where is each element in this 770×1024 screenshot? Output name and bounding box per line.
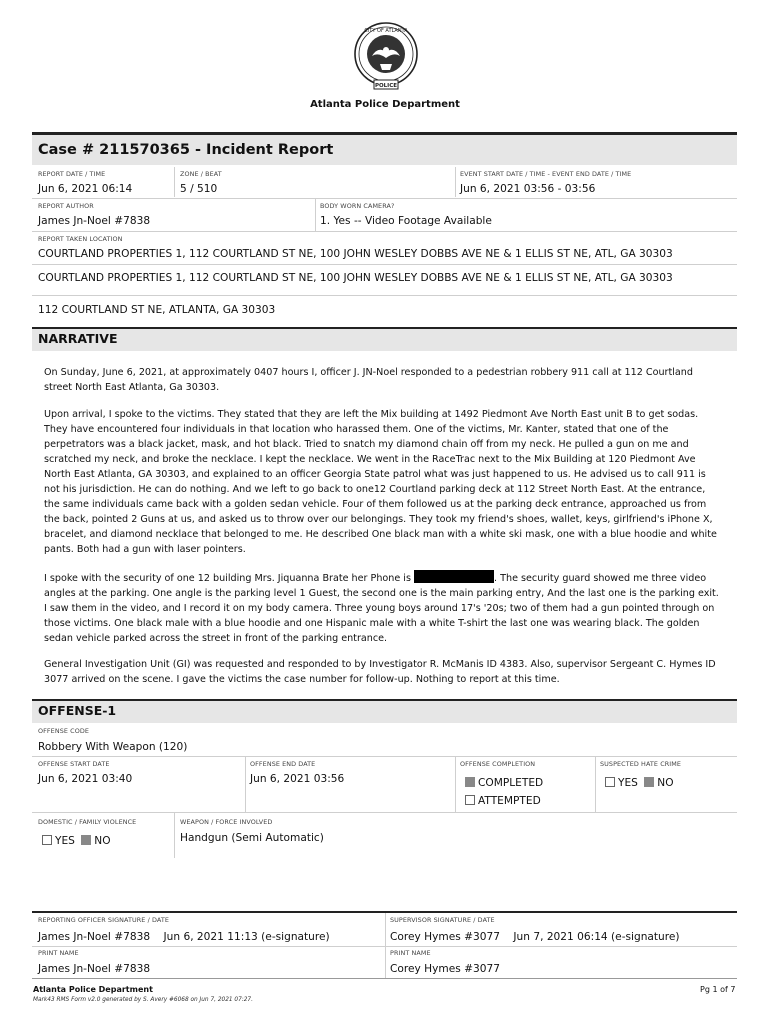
domestic-violence-label: DOMESTIC / FAMILY VIOLENCE xyxy=(38,818,137,826)
narrative-line: On Sunday, June 6, 2021, at approximately 0407 hours I, officer J. JN-Noel responded to a pedestrian robbery 911 call at 112 Courtland xyxy=(44,367,693,378)
footer-generated-note: Mark43 RMS Form v2.0 generated by S. Avery #6068 on Jun 7, 2021 07:27. xyxy=(33,997,253,1003)
officer-print-name-label: PRINT NAME xyxy=(38,949,79,957)
checkbox-unchecked[interactable] xyxy=(605,777,615,787)
event-dates-label: EVENT START DATE / TIME - EVENT END DATE / TIME xyxy=(460,170,632,178)
completion-option-completed[interactable] xyxy=(465,777,543,789)
option-label: YES xyxy=(618,777,638,789)
narrative-line: Upon arrival, I spoke to the victims. They stated that they are left the Mix building at 1492 Piedmont Ave North East unit B to get sodas. xyxy=(44,409,699,420)
narrative-line: the same individuals came back with a golden sedan vehicle. Four of them followed us at the parking deck entrance, approached us from xyxy=(44,499,707,510)
narrative-line: street North East Atlanta, Ga 30303. xyxy=(44,382,220,393)
offense-end-label: OFFENSE END DATE xyxy=(250,760,316,768)
narrative-line: bracelet, and diamond necklace that belonged to me. He described One black man with a white ski mask, one with a blue hoodie and white xyxy=(44,529,717,540)
footer-department: Atlanta Police Department xyxy=(33,985,153,994)
option-label: ATTEMPTED xyxy=(478,795,541,807)
divider xyxy=(32,978,737,979)
narrative-paragraph xyxy=(44,365,734,395)
zone-beat-value: 5 / 510 xyxy=(180,183,218,195)
offense-code-value: Robbery With Weapon (120) xyxy=(38,741,188,753)
narrative-line: 3077 arrived on the scene. I gave the victims the case number for follow-up. Nothing to report at this time. xyxy=(44,674,560,685)
narrative-line: They have encountered four individuals in that location who harassed them. One of the victims, Mr. Kanter, stated that one of the xyxy=(44,424,669,435)
weapon-value: Handgun (Semi Automatic) xyxy=(180,832,324,844)
zone-beat-label: ZONE / BEAT xyxy=(180,170,222,178)
offense-completion-label: OFFENSE COMPLETION xyxy=(460,760,536,768)
narrative-line: those victims. One black male with a blue hoodie and one Hispanic male with a white T-shirt the last one was wearing black. The golden xyxy=(44,618,700,629)
divider xyxy=(32,198,737,199)
divider xyxy=(32,812,737,813)
divider xyxy=(174,813,175,858)
narrative-line: pants. Both had a gun with laser pointers. xyxy=(44,544,246,555)
department-header: Atlanta Police Department xyxy=(310,99,460,110)
body-camera-value: 1. Yes -- Video Footage Available xyxy=(320,215,492,227)
supervisor-print-name-value: Corey Hymes #3077 xyxy=(390,963,500,975)
location-label: REPORT TAKEN LOCATION xyxy=(38,235,123,243)
page-number: Pg 1 of 7 xyxy=(700,985,736,994)
divider xyxy=(32,295,737,296)
divider xyxy=(595,757,596,812)
body-camera-label: BODY WORN CAMERA? xyxy=(320,202,395,210)
narrative-title: NARRATIVE xyxy=(38,331,118,346)
checkbox-checked[interactable] xyxy=(81,835,91,845)
report-date-value: Jun 6, 2021 06:14 xyxy=(38,183,133,195)
divider xyxy=(174,167,175,197)
divider xyxy=(315,199,316,231)
seal-text-bottom: POLICE xyxy=(374,83,398,89)
narrative-line: perpetrators was a black jacket, mask, and hot black. Tried to snatch my diamond chain off from my neck. He pulled a gun on me and xyxy=(44,439,689,450)
divider xyxy=(455,757,456,812)
narrative-line: the back, pointed 2 Guns at us, and asked us to throw over our belongings. They took my friend's shoes, wallet, keys, girlfriend's iPhone X, xyxy=(44,514,713,525)
checkbox-checked[interactable] xyxy=(465,777,475,787)
officer-signature-label: REPORTING OFFICER SIGNATURE / DATE xyxy=(38,916,169,924)
location-line: 112 COURTLAND ST NE, ATLANTA, GA 30303 xyxy=(38,304,276,316)
offense-start-label: OFFENSE START DATE xyxy=(38,760,110,768)
narrative-line: North East Atlanta, GA 30303, and explained to an officer Georgia State patrol what was just happened to us. He advised us to call 911 is xyxy=(44,469,706,480)
supervisor-print-name-label: PRINT NAME xyxy=(390,949,431,957)
domestic-violence-options xyxy=(42,835,111,847)
offense-end-value: Jun 6, 2021 03:56 xyxy=(250,773,345,785)
narrative-paragraph xyxy=(44,657,734,687)
narrative-line: scratched my neck, and broke the necklace. I kept the necklace. We went in the RaceTrac next to the Mix Building at 120 Piedmont Ave xyxy=(44,454,696,465)
option-label: YES xyxy=(55,835,75,847)
narrative-line xyxy=(44,570,734,586)
offense-section-band xyxy=(32,699,737,723)
checkbox-unchecked[interactable] xyxy=(465,795,475,805)
checkbox-unchecked[interactable] xyxy=(42,835,52,845)
location-line: COURTLAND PROPERTIES 1, 112 COURTLAND ST NE, 100 JOHN WESLEY DOBBS AVE NE & 1 ELLIS ST NE, ATL, GA 30303 xyxy=(38,248,673,260)
divider xyxy=(245,757,246,812)
report-author-value: James Jn-Noel #7838 xyxy=(38,215,151,227)
divider xyxy=(32,946,737,947)
supervisor-signature-value: Corey Hymes #3077 Jun 7, 2021 06:14 (e-signature) xyxy=(390,931,680,943)
seal-text-top: CITY OF ATLANTA xyxy=(364,28,408,34)
divider xyxy=(32,756,737,757)
completion-option-attempted[interactable] xyxy=(465,795,541,807)
checkbox-checked[interactable] xyxy=(644,777,654,787)
narrative-section-band xyxy=(32,327,737,351)
event-dates-value: Jun 6, 2021 03:56 - 03:56 xyxy=(460,183,596,195)
narrative-paragraph xyxy=(44,570,734,646)
report-author-label: REPORT AUTHOR xyxy=(38,202,94,210)
narrative-line: I saw them in the video, and I record it on my body camera. Three young boys around 17's '20s; two of them had a gun pointed through on xyxy=(44,603,715,614)
offense-code-label: OFFENSE CODE xyxy=(38,727,89,735)
redaction-block xyxy=(414,570,494,583)
offense-title: OFFENSE-1 xyxy=(38,703,117,718)
weapon-label: WEAPON / FORCE INVOLVED xyxy=(180,818,273,826)
narrative-line: sedan vehicle parked across the street in front of the parking entrance. xyxy=(44,633,388,644)
case-title: Case # 211570365 - Incident Report xyxy=(38,142,334,158)
option-label: COMPLETED xyxy=(478,777,544,789)
option-label: NO xyxy=(94,835,111,847)
officer-print-name-value: James Jn-Noel #7838 xyxy=(38,963,151,975)
city-seal-logo xyxy=(354,22,418,96)
narrative-text: I spoke with the security of one 12 building Mrs. Jiquanna Brate her Phone is xyxy=(44,573,411,584)
hate-crime-label: SUSPECTED HATE CRIME xyxy=(600,760,682,768)
officer-signature-value: James Jn-Noel #7838 Jun 6, 2021 11:13 (e-signature) xyxy=(38,931,330,943)
divider xyxy=(455,167,456,197)
supervisor-signature-label: SUPERVISOR SIGNATURE / DATE xyxy=(390,916,495,924)
location-line: COURTLAND PROPERTIES 1, 112 COURTLAND ST NE, 100 JOHN WESLEY DOBBS AVE NE & 1 ELLIS ST NE, ATL, GA 30303 xyxy=(38,272,673,284)
narrative-text: . The security guard showed me three video xyxy=(494,573,707,584)
option-label: NO xyxy=(657,777,674,789)
hate-crime-options xyxy=(605,777,674,789)
divider xyxy=(32,264,737,265)
narrative-line: General Investigation Unit (GI) was requested and responded to by Investigator R. McManis ID 4383. Also, supervisor Sergeant C. Hymes ID xyxy=(44,659,716,670)
narrative-line: angles at the parking. One angle is the parking level 1 Guest, the second one is the main parking entry, And the last one is the parking exit. xyxy=(44,588,719,599)
narrative-paragraph xyxy=(44,407,734,557)
report-date-label: REPORT DATE / TIME xyxy=(38,170,106,178)
divider xyxy=(32,231,737,232)
narrative-line: not his jurisdiction. He can do nothing. And we left to go back to one12 Courtland parking deck at 112 Street North East. At the entrance, xyxy=(44,484,706,495)
offense-start-value: Jun 6, 2021 03:40 xyxy=(38,773,133,785)
